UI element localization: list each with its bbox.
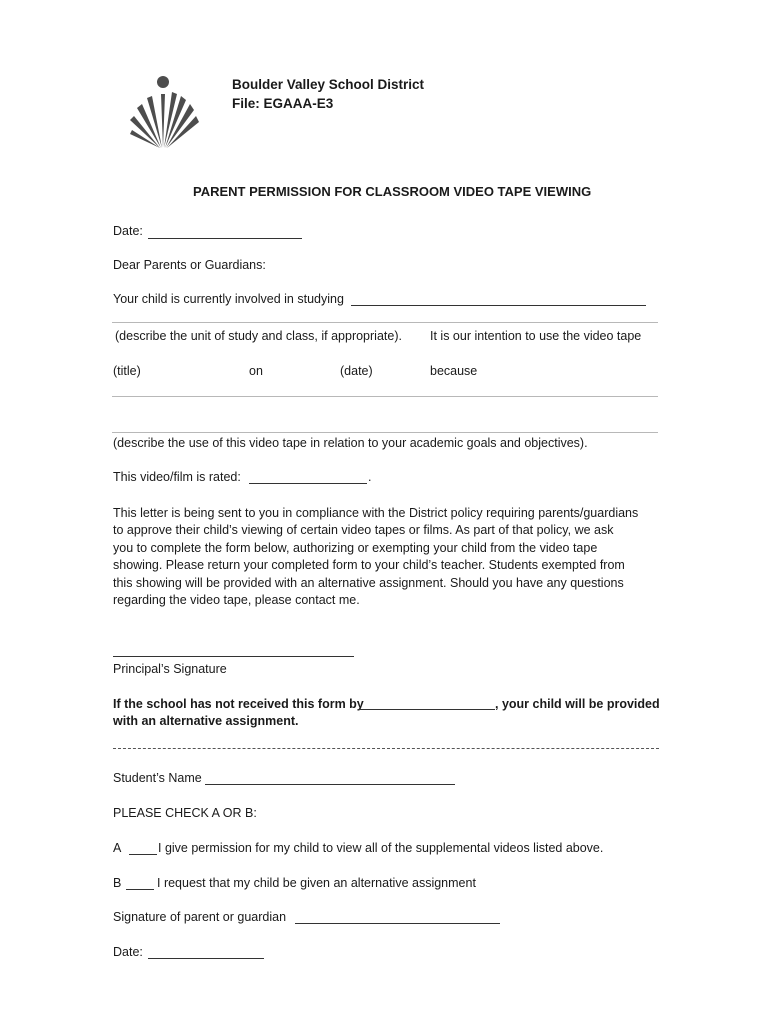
student-name-label: Student’s Name <box>113 771 202 785</box>
slip-date-label: Date: <box>113 945 143 959</box>
title-placeholder: (title) <box>113 364 141 378</box>
parent-signature-line[interactable] <box>295 923 500 924</box>
notice-text: If the school has not received this form by <box>113 697 364 711</box>
studying-input-line[interactable] <box>351 305 646 306</box>
date-input-line[interactable] <box>148 238 302 239</box>
cut-line <box>113 748 659 749</box>
parent-signature-label: Signature of parent or guardian <box>113 910 287 924</box>
salutation: Dear Parents or Guardians: <box>113 258 266 272</box>
date-label: Date: <box>113 224 143 238</box>
describe-use-note: (describe the use of this video tape in relation to your academic goals and objectives). <box>113 436 588 450</box>
divider <box>112 322 658 323</box>
rated-label: This video/film is rated: <box>113 470 241 484</box>
option-a-letter: A <box>113 841 122 855</box>
on-text: on <box>249 364 263 378</box>
option-b-letter: B <box>113 876 122 890</box>
divider <box>112 396 658 397</box>
page-title: PARENT PERMISSION FOR CLASSROOM VIDEO TAPE VIEWING <box>193 184 592 199</box>
option-b-text: I request that my child be given an alternative assignment <box>157 876 476 890</box>
check-instruction: PLEASE CHECK A OR B: <box>113 806 257 820</box>
because-text: because <box>430 364 478 378</box>
rated-period: . <box>368 470 372 484</box>
divider <box>112 432 658 433</box>
district-logo <box>128 74 208 150</box>
option-b-checkbox-line[interactable] <box>126 889 154 890</box>
describe-unit-note: (describe the unit of study and class, if appropriate). <box>115 329 402 343</box>
file-code: File: EGAAA-E3 <box>232 96 334 111</box>
student-name-input-line[interactable] <box>205 784 455 785</box>
paragraph-line: you to complete the form below, authorizing or exempting your child from the video tape <box>113 540 598 555</box>
studying-label: Your child is currently involved in studying <box>113 292 344 306</box>
principal-signature-line[interactable] <box>113 656 354 657</box>
option-a-text: I give permission for my child to view all of the supplemental videos listed above. <box>158 841 604 855</box>
principal-signature-label: Principal’s Signature <box>113 662 227 676</box>
district-name: Boulder Valley School District <box>232 77 425 92</box>
notice-text-cont: , your child will be provided <box>495 697 660 711</box>
policy-paragraph <box>113 505 658 609</box>
paragraph-line: this showing will be provided with an alternative assignment. Should you have any questions <box>113 575 624 590</box>
deadline-input-line[interactable] <box>358 709 495 710</box>
date-placeholder: (date) <box>340 364 373 378</box>
paragraph-line: This letter is being sent to you in compliance with the District policy requiring parents/guardians <box>113 506 639 520</box>
intention-text: It is our intention to use the video tape <box>430 329 642 343</box>
paragraph-line: showing. Please return your completed form to your child’s teacher. Students exempted from <box>113 558 625 573</box>
paragraph-line: regarding the video tape, please contact me. <box>113 593 360 608</box>
slip-date-input-line[interactable] <box>148 958 264 959</box>
paragraph-line: to approve their child’s viewing of certain video tapes or films. As part of that policy, we ask <box>113 523 614 538</box>
rating-input-line[interactable] <box>249 483 367 484</box>
option-a-checkbox-line[interactable] <box>129 854 157 855</box>
notice-text-line2: with an alternative assignment. <box>113 714 299 728</box>
